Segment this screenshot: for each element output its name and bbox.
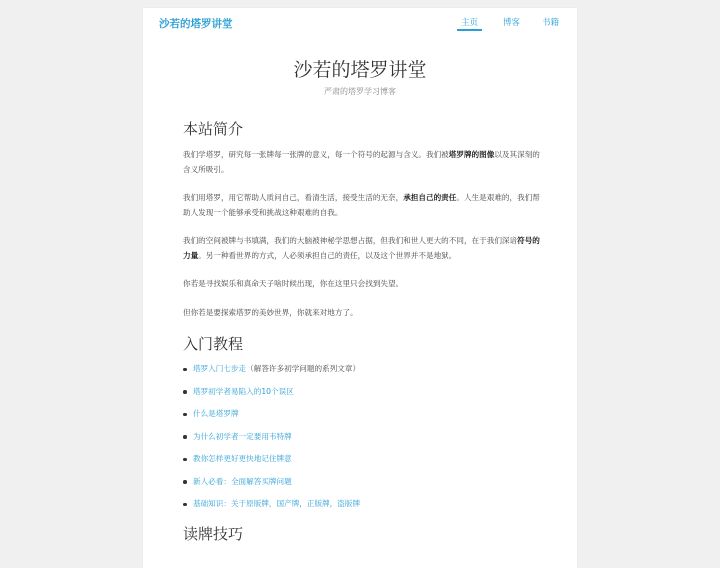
tutorials-heading: 入门教程	[183, 335, 244, 353]
bullet-icon	[183, 480, 187, 484]
bullet-icon	[183, 413, 187, 417]
intro-paragraph-2	[183, 191, 543, 220]
intro-emphasis: 符号的力量	[183, 236, 540, 260]
intro-text: 我们学塔罗，研究每一张牌每一张牌的意义，每一个符号的起源与含义。我们被	[183, 150, 449, 159]
intro-paragraph-5: 但你若是要探索塔罗的美妙世界，你就来对地方了。	[183, 307, 358, 317]
list-item	[183, 408, 543, 431]
nav-item-blog[interactable]: 博客	[503, 18, 521, 28]
tutorial-note: （解答许多初学问题的系列文章）	[246, 364, 361, 373]
list-item	[183, 453, 543, 476]
tutorial-link[interactable]: 为什么初学者一定要用韦特牌	[193, 431, 292, 441]
site-logo-link[interactable]: 沙若的塔罗讲堂	[159, 18, 233, 30]
tutorial-link[interactable]: 塔罗入门七步走	[193, 364, 247, 373]
intro-text: 我们的空间被牌与书填满，我们的大脑被神秘学思想占据，但我们和世人更大的不同，在于我们深谙	[183, 236, 518, 245]
main-content	[183, 118, 543, 545]
tutorial-link[interactable]: 基础知识：关于原版牌，国产牌，正版牌，盗版牌	[193, 499, 361, 508]
list-item	[183, 498, 543, 521]
bullet-icon	[183, 390, 187, 394]
list-item	[183, 363, 543, 386]
tutorial-link[interactable]: 新人必看：全面解答买牌问题	[193, 476, 292, 486]
page-title: 沙若的塔罗讲堂	[293, 59, 427, 81]
tutorial-link[interactable]: 什么是塔罗牌	[193, 409, 239, 418]
page-subtitle: 严肃的塔罗学习博客	[324, 87, 396, 96]
nav-item-books[interactable]: 书籍	[542, 18, 560, 28]
intro-paragraph-4: 你若是寻找娱乐和真命天子啥时候出现，你在这里只会找到失望。	[183, 279, 404, 288]
bullet-icon	[183, 368, 187, 372]
page-container	[143, 8, 577, 568]
nav-item-home[interactable]: 主页	[461, 18, 479, 28]
bullet-icon	[183, 458, 187, 462]
tutorial-link[interactable]: 塔罗初学者易陷入的10个误区	[193, 386, 294, 396]
list-item	[183, 431, 543, 454]
intro-emphasis: 承担自己的责任	[403, 193, 457, 202]
intro-emphasis: 塔罗牌的图像	[448, 150, 495, 159]
intro-text: 。人生是艰难的，我们帮助人发现一个能够承受和挑战这种艰难的自我。	[183, 193, 540, 217]
top-navbar	[143, 8, 577, 38]
list-item	[183, 476, 543, 499]
intro-paragraph-3	[183, 234, 543, 263]
intro-text: 以及其深刻的含义所吸引。	[183, 150, 540, 174]
bullet-icon	[183, 503, 187, 507]
reading-heading: 读牌技巧	[183, 524, 244, 543]
list-item	[183, 386, 543, 409]
tutorial-list	[183, 363, 543, 521]
tutorial-link[interactable]: 教你怎样更好更快地记住牌意	[193, 454, 292, 463]
bullet-icon	[183, 435, 187, 439]
intro-heading: 本站简介	[183, 120, 244, 138]
intro-text: 。另一种看世界的方式，人必须承担自己的责任，以及这个世界并不是地狱。	[198, 250, 457, 260]
intro-paragraph-1	[183, 148, 543, 177]
intro-text: 我们用塔罗，用它帮助人质问自己，看清生活，接受生活的无奈，	[183, 193, 404, 202]
